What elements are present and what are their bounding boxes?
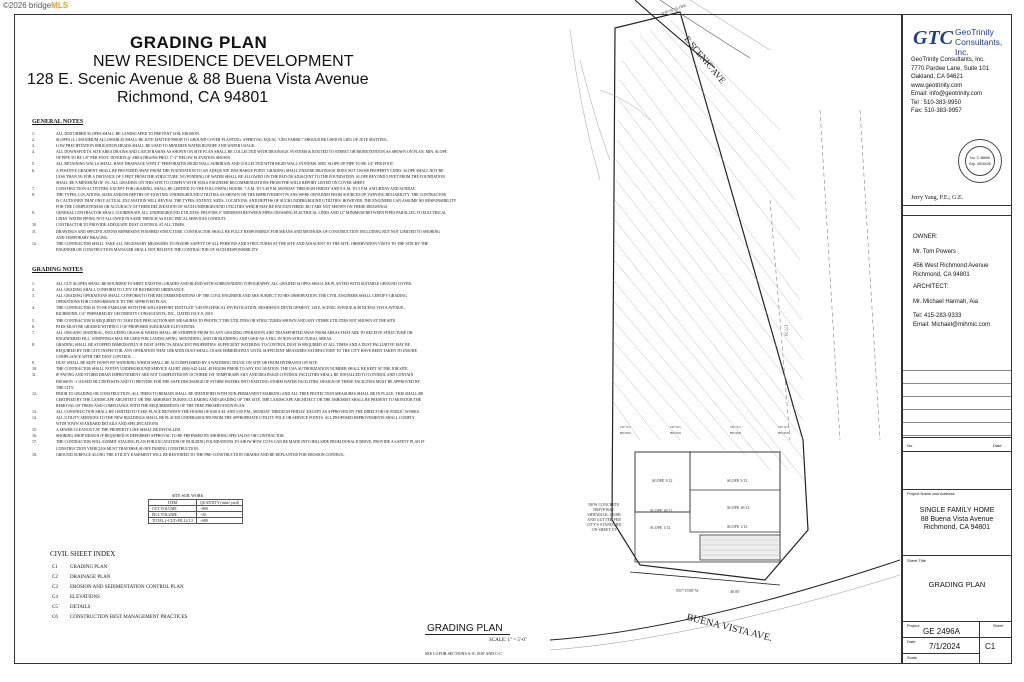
note-text: ENGINEERED FILL. STRIPPINGS MAY BE USED FOR LANDSCAPING, MOUNDING, AND OR BLENDING AND USED AS A FILL IN NON-STRUCTURAL AREAS. bbox=[56, 336, 333, 341]
svg-text:TW 74.5: TW 74.5 bbox=[730, 425, 741, 429]
note-text: SLOPES (2:1 MAXIMUM ALLOWABLE) SHALL BE JUTE MATTED PRIOR TO GROUND COVER PLANTING. APPROVAL EQUAL "GEO FABRIC" SHOULD BE USED IN LIEU OF JUTE MATTING. bbox=[56, 138, 388, 143]
firm-logo: GTC bbox=[913, 27, 953, 49]
owner-address-2: Richmond, CA 94801 bbox=[913, 271, 970, 278]
note-text: CONTRACTOR TO PROVIDE ADEQUATE DUST CONTROL AT ALL TIMES. bbox=[56, 223, 186, 228]
note-text: ALL DISTURBED SLOPES SHALL BE LANDSCAPED TO PREVENT SOIL EROSION. bbox=[56, 132, 200, 136]
sheet-index-name: GRADING PLAN bbox=[70, 565, 108, 570]
soil-table-header-cell: QUANTITY (cubic yard) bbox=[197, 500, 243, 506]
note-number: 2. bbox=[32, 138, 35, 143]
stamp-number: No. C 48655 bbox=[970, 156, 990, 160]
date-label: Date bbox=[907, 639, 916, 644]
note-text: ALL DOWNSPOUTS, SITE AREA DRAINS AND CATCH BASINS AS SHOWN ON SITE PLAN SHALL BE COLLECTED WITH DRAINAGE SYSTEMS & ROUTED TO STREET OR BIORETENTION AS SHOWN ON PLAN. MIN. SLOPE bbox=[56, 150, 447, 155]
concrete-driveway-note: NEW CONCRETE DRIVEWAY, SIDEWALK, CURB AND GUTTER PER CITY'S STANDARD ON SHEET C5 bbox=[586, 502, 622, 532]
sheet-index-name: CONSTRUCTION BEST MANAGEMENT PRACTICES bbox=[70, 615, 188, 620]
firm-line: Email: info@geotrinity.com bbox=[911, 91, 983, 97]
note-number: 7. bbox=[32, 330, 35, 335]
project-address: 128 E. Scenic Avenue & 88 Buena Vista Avenue bbox=[27, 71, 369, 88]
firm-line: www.geotrinity.com bbox=[911, 82, 963, 89]
firm-line: Oakland, CA 94621 bbox=[911, 74, 964, 80]
note-text: COMPLIANCE WITH THE DUST CONTROL. bbox=[56, 355, 133, 360]
plan-section-reference: SEE C4 FOR SECTIONS A-A', B-B' AND C-C' bbox=[425, 651, 503, 656]
note-text: WITH TOWN STANDARD DETAILS AND SPECIFICATIONS. bbox=[56, 422, 159, 427]
note-text: THE CONTRACTOR WILL SUBMIT STAGING PLAN FOR EXCAVATION OF BUILDING FOUNDATIONS TO SHOW HOW CUTS CAN BE MADE INTO HILLSIDE FROM DONALD DRIVE. PROVIDE A SAFETY PLAN IF bbox=[56, 440, 425, 445]
stamp-expiration: Exp. 06/30/26 bbox=[969, 162, 991, 166]
sheet-title-label: Sheet Title bbox=[907, 558, 926, 563]
firm-contact bbox=[911, 56, 989, 116]
project-number-label: Project bbox=[907, 623, 920, 628]
note-text: PRIOR TO GRADING OR CONSTRUCTION, ALL TREES TO REMAIN SHALL BE IDENTIFIED WITH NON-PERMANENT MARKING AND ALL TREE PROTECTION MEASURES SHALL BE IN PLACE. THIS SHALL BE bbox=[56, 391, 424, 396]
note-text: ALL RETAINING WALLS SHALL HAVE DRAINAGE WITH 4" PERFORATED RIGID WALL SUBDRAIN AND COLLECTED WITH RIGID WALL SYSTEMS. MIN. SLOPE OF PIPE TO BE 1/4" PER FOOT. bbox=[56, 162, 394, 167]
mls-watermark bbox=[3, 1, 68, 10]
soil-table-cell: CUT VOLUME bbox=[149, 506, 197, 512]
note-number: 5. bbox=[32, 318, 35, 323]
project-address-1: 88 Buena Vista Avenue bbox=[920, 515, 994, 523]
note-number: 16. bbox=[32, 434, 37, 439]
note-text: ALL ORGANIC MATERIAL, INCLUDING GRASS & WEEDS SHALL BE STRIPPED FROM TO ANY GRADING OPERATION AND TRANSPORTED AWAY FROM AREAS THAT ARE TO RECEIVE STRUCTURE OR bbox=[56, 330, 413, 335]
sheet-index-code: C5 bbox=[52, 605, 58, 610]
note-number: 11. bbox=[32, 373, 37, 378]
note-text: CONSTRUCTION VEHICLES MUST TRAVERSE SLOPE DURING CONSTRUCTION. bbox=[56, 446, 199, 451]
note-text: DRAWINGS AND SPECIFICATIONS REPRESENT FINISHED STRUCTURE. CONTRACTOR SHALL BE FULLY RESPONSIBLE FOR MEANS AND METHODS OF CONSTRUCTION INCLUDING BUT NOT LIMITED TO SHORING bbox=[56, 229, 441, 234]
note-number: 10. bbox=[32, 367, 37, 372]
sheet-index-code: C2 bbox=[52, 575, 58, 580]
plan-title: GRADING PLAN bbox=[427, 623, 503, 634]
note-text: PADS MUST BE GRADED WITHIN 0.1 OF PROPOSED SUBGRADE ELEVATIONS. bbox=[56, 324, 196, 329]
note-number: 11. bbox=[32, 229, 37, 234]
note-text: A SEWER CLEANOUT AT THE PROPERTY LINE SHALL BE INSTALLED. bbox=[56, 428, 182, 433]
note-text: LESS THAN 5% FOR A DISTANCE OF 5 FEET FROM THE STRUCTURE. NO PONDING OF WATER SHALL BE ALLOWED ON THE PAD OR ADJACENT TO THE FOUNDATION. SLOPE BEYOND 5 FEET FROM THE FOUNDATION bbox=[56, 174, 445, 179]
note-text: ALL GRADING SHALL CONFORM TO CITY OF RICHMOND ORDINANCE. bbox=[56, 288, 185, 293]
architect-phone: Tel: 415-283-9333 bbox=[913, 313, 962, 319]
engineer-signature: Jerry Yang, P.E.; G.E. bbox=[911, 195, 964, 201]
owner-address-1: 456 West Richmond Avenue bbox=[913, 263, 989, 269]
note-number: 12. bbox=[32, 391, 37, 396]
note-text: THE CONTRACTOR SHALL TAKE ALL NECESSARY MEASURES TO INSURE SAFETY OF ALL PERSONS AND STRUCTURES AT THE SITE AND ADJACENT TO THE SITE. OBSERVATION VISITS TO THE SITE BY THE bbox=[56, 241, 429, 246]
top-of-slope-label: TOP OF SLOPE bbox=[659, 2, 687, 17]
svg-text:TW 74.5: TW 74.5 bbox=[778, 425, 789, 429]
note-text: ENGINEER OR CONSTRUCTION MANAGER SHALL NOT RELIEVE THE CONTRACTOR OF SUCH RESPONSIBILITY. bbox=[56, 247, 259, 252]
soil-table-title: SITE SOIL WORK bbox=[172, 493, 204, 498]
svg-text:BW 69.8: BW 69.8 bbox=[620, 431, 631, 435]
revision-no-label: No. bbox=[907, 443, 914, 448]
sheet-index-code: C1 bbox=[52, 565, 58, 570]
note-text: ALL UTILITY SERVICES TO THE NEW BUILDINGS SHALL BE PLACED UNDERGROUND FROM THE APPROPRIATE UTILITY POLE OR SERVICE POINTS. ALL PROPOSED IMPROVEMENTS SHALL COMPLY bbox=[56, 416, 415, 421]
note-text: DUST SHALL BE KEPT DOWN BY WATERING WHICH SHALL BE ACCOMPLISHED BY A WATERING TRUCK ON SITE OR FROM HYDRANTS ON SITE. bbox=[56, 361, 319, 366]
grading-notes-heading: GRADING NOTES bbox=[32, 267, 83, 273]
note-text: THE CONTRACTOR IS REQUIRED TO TAKE DUE PRECAUTIONARY MEASURES TO PROTECT THE UTILITIES OR STRUCTURES SHOWN AND ANY OTHER UTILITIES NOT SHOWN AT THE SITE. bbox=[56, 318, 397, 323]
note-text: RICHMOND, CA" PREPARED BY GEOTRINITY CONSULTANTS, INC., DATED JULY 8, 2019. bbox=[56, 312, 214, 317]
note-number: 5. bbox=[32, 162, 35, 167]
note-number: 17. bbox=[32, 440, 37, 445]
soil-table-cell: TOTAL (~CUT+FILL)/1.2 bbox=[149, 518, 197, 524]
logo-name-line-2: Consultants, Inc. bbox=[955, 37, 1003, 57]
svg-text:BW 69.8: BW 69.8 bbox=[778, 431, 789, 435]
owner-name: Mr. Tom Powers bbox=[913, 248, 956, 255]
note-text: A POSITIVE GRADIENT SHALL BE PROVIDED AWAY FROM THE FOUNDATION TO AN ADEQUATE DISCHARGE POINT. GRADING SHALL ENSURE DRAINAGE DOES NOT CROSS PROPERTY LINES. SLOPE SHALL NOT BE bbox=[56, 168, 444, 173]
architect-label: ARCHITECT: bbox=[913, 284, 949, 290]
note-text: THE CONTRACTOR SHALL NOTIFY UNDERGROUND SERVICE ALERT, (800) 642-2444, 48 HOURS PRIOR TO ANY EXCAVATION. THE USA AUTHORIZATION NUMBER SHALL BE KEPT AT THE JOB SITE. bbox=[56, 367, 409, 372]
note-text: THE TYPES, LOCATIONS, SIZES AND/OR DEPTHS OF EXISTING UNDERGROUND UTILITIES AS SHOWN ON THE IMPROVEMENT PLANS WERE OBTAINED FROM SOURCES OF VARYING RELIABILITY. THE CONTRACTOR bbox=[56, 192, 446, 197]
sheet-number: C1 bbox=[985, 642, 996, 651]
note-text: REMOVAL OF TREES AND COMPLIANCE WITH THE REQUIREMENTS OF THE TREE PRESERVATION PLAN. bbox=[56, 403, 246, 408]
note-number: 10. bbox=[32, 223, 37, 228]
note-text: ALL CONSTRUCTION SHALL BE LIMITED TO TAKE PLACE BETWEEN THE HOURS OF 8:00 A.M. AND 5:00 P.M., MONDAY THROUGH FRIDAY, EXCEPT AS APPROVED BY THE DIRECTOR OF PUBLIC WORKS. bbox=[56, 409, 420, 414]
note-number: 18. bbox=[32, 452, 37, 457]
sheet-title: GRADING PLAN bbox=[928, 580, 986, 589]
sheet-index-code: C3 bbox=[52, 585, 58, 590]
general-notes-heading: GENERAL NOTES bbox=[32, 119, 84, 125]
sheet-index-code: C6 bbox=[52, 615, 58, 620]
svg-text:TW 74.5: TW 74.5 bbox=[620, 425, 631, 429]
note-text: ALL CUT SLOPES SHALL BE ROUNDED TO MEET EXISTING GRADES AND BLEND WITH SURROUNDING TOPOGRAPHY. ALL GRADED SLOPES SHALL BE PLANTED WITH SUITABLE GROUND COVER. bbox=[56, 282, 412, 286]
note-number: 13. bbox=[32, 409, 37, 414]
project-address-2: Richmond, CA 94801 bbox=[923, 524, 991, 531]
owner-block bbox=[913, 233, 990, 329]
firm-line: Tel : 510-383-9950 bbox=[911, 99, 962, 106]
distance-label: 40.00' bbox=[730, 589, 740, 594]
sheet-index-code: C4 bbox=[52, 595, 58, 600]
note-number: 6. bbox=[32, 168, 35, 173]
sheet-index-name: DETAILS bbox=[70, 605, 91, 610]
sheet-index-name: DRAINAGE PLAN bbox=[70, 575, 111, 580]
svg-text:BW 69.8: BW 69.8 bbox=[730, 431, 741, 435]
note-number: 3. bbox=[32, 294, 35, 299]
note-number: 1. bbox=[32, 282, 35, 286]
note-number: 1. bbox=[32, 132, 35, 136]
note-text: THE CITY. bbox=[56, 385, 75, 390]
note-number: 4. bbox=[32, 150, 35, 155]
note-text: SHORING SHOP DESIGN IF REQUIRED IS DEFERRED APPROVAL TO BE PREPARED BY SHORING SPECIALIST OR CONTRACTOR. bbox=[56, 434, 285, 439]
project-name-label: Project Name and Address bbox=[907, 491, 955, 496]
firm-line: Fax: 510-383-9957 bbox=[911, 108, 962, 114]
note-number: 4. bbox=[32, 306, 35, 311]
logo-name-line-1: GeoTrinity bbox=[955, 27, 994, 37]
street-label-buena-vista: BUENA VISTA AVE. bbox=[685, 612, 774, 644]
sheet-border bbox=[14, 14, 902, 664]
note-text: SHALL BE A MINIMUM OF 1%. ALL GRADING ON THIS SITE TO COMPLY WITH SOILS ENGINEER RECOMMENDATIONS FROM THE SOILS REPORT LISTED ON COVER SHEET. bbox=[56, 180, 366, 185]
note-text: GRADING SHALL BE STOPPED IMMEDIATELY IF DUST AFFECTS ADJACENT PROPERTIES. SUFFICIENT WATERING TO CONTROL DUST IS REQUIRED AT ALL TIMES AND A DUST PALLIATIVE MAY BE bbox=[56, 342, 411, 347]
note-text: CONSTRUCTION ACTIVITIES, EXCEPT FOR GRADING, SHALL BE LIMITED TO THE FOLLOWING HOURS: 7 A.M. TO 5:30 P.M. MONDAY THROUGH FRIDAY AND 9 A.M. TO 5 P.M. SATURDAY AND SUNDAY. bbox=[56, 186, 416, 191]
note-number: 8. bbox=[32, 342, 35, 347]
note-number: 3. bbox=[32, 144, 35, 149]
firm-line: 7770 Pardee Lane, Suite 101 bbox=[911, 65, 990, 72]
slope-label-2: SLOPE 5/12 bbox=[727, 478, 748, 483]
soil-table-cell: ~680 bbox=[197, 518, 243, 524]
note-text: LINES. WATER PIPING NOT ALLOWED IN SAME TRENCH AS ELECTRICAL SERVICES CONDUIT. bbox=[56, 217, 227, 222]
sheet-heading: GRADING PLAN bbox=[130, 33, 268, 52]
sheet-subheading: NEW RESIDENCE DEVELOPMENT bbox=[93, 53, 354, 70]
note-text: OF PIPE TO BE 1/8" PER FOOT. INVERTS @ AREA DRAINS PROJ. 1"-2" BELOW ELEVATION SHOWN. bbox=[56, 156, 232, 161]
note-number: 15. bbox=[32, 428, 37, 433]
street-label-scenic: E SCENIC AVE bbox=[682, 34, 728, 86]
note-number: 9. bbox=[32, 361, 35, 366]
note-text: LOW PRECIPITATION IRRIGATION HEADS SHALL BE USED TO MINIMIZE WATER RUNOFF AND WATER USAGE. bbox=[56, 144, 256, 149]
note-number: 12. bbox=[32, 241, 37, 246]
note-text: EROSION - CAUSED SILT DEPOSITS AND TO PROVIDE FOR THE SAFE DISCHARGE OF STORM WATERS INTO EXISTING STORM WATER FACILITIES. DESIGN OF THESE FACILITIES MUST BE APPROVED BY bbox=[56, 379, 421, 384]
sheet-index-name: ELEVATIONS bbox=[70, 595, 100, 600]
note-text: IF PAVING AND STORM DRAIN IMPROVEMENT ARE NOT COMPLETED BY OCTOBER 1ST TEMPORARY SILT AND DRAINAGE CONTROL FACILITIES SHALL BE INSTALLED TO CONTROL AND CONTAIN bbox=[56, 373, 414, 378]
slope-label-6: SLOPE 1/12 bbox=[727, 524, 748, 529]
engineer-stamp bbox=[958, 139, 1002, 183]
project-name: SINGLE FAMILY HOME bbox=[919, 507, 995, 514]
note-text: OPERATIONS FOR CONFORMANCE TO THE APPROVED PLAN. bbox=[56, 300, 168, 305]
svg-text:BW 69.8: BW 69.8 bbox=[670, 431, 681, 435]
note-number: 9. bbox=[32, 211, 35, 216]
sheet-number-label: Sheet bbox=[993, 623, 1004, 628]
note-number: 8. bbox=[32, 192, 35, 197]
project-number: GE 2496A bbox=[923, 627, 960, 636]
plan-scale: SCALE: 1" = 5'-0" bbox=[489, 638, 527, 643]
note-text: REQUIRED BY THE CITY INSPECTOR. ANY OPERATION THAT CREATED DUST SHALL CEASE IMMEDIATELY UNTIL SUFFICIENT MEASURES SATISFACTORY TO THE CITY HAVE BEEN TAKEN TO INSURE bbox=[56, 349, 417, 354]
title-block bbox=[902, 14, 1012, 664]
note-number: 7. bbox=[32, 186, 35, 191]
note-text: THE CONTRACTOR IS TO BE FAMILIAR WITH THE SOILS REPORT ENTITLED "GEOTECHNICAL INVESTIGATION, RESIDENCE DEVELOPMENT, 128 E. SCENIC AVENUE & 88 BUENA VISTA AVENUE, bbox=[56, 306, 405, 311]
project-info bbox=[903, 507, 1011, 533]
note-number: 2. bbox=[32, 288, 35, 293]
civil-sheet-index-heading: CIVIL SHEET INDEX bbox=[50, 550, 116, 558]
soil-table-header-cell: ITEM bbox=[149, 500, 197, 506]
soil-table-cell: ~20 bbox=[197, 512, 243, 518]
note-text: FOR THE COMPLETENESS OR ACCURACY OF THEIR DELINEATION OF SUCH UNDERGROUND UTILITIES WHICH MAY BE ENCOUNTERED, BUT ARE NOT SHOWN ON THESE DRAWINGS. bbox=[56, 205, 389, 210]
note-number: 6. bbox=[32, 324, 35, 329]
note-text: ALL GRADING OPERATIONS SHALL CONFORM TO THE RECOMMENDATIONS OF THE CIVIL ENGINEER AND ARE SUBJECT TO HIS OBSERVATION. THE CIVIL ENGINEER SHALL CERTIFY GRADING bbox=[56, 294, 407, 299]
soil-table-cell: FILL VOLUME bbox=[149, 512, 197, 518]
bearing-label: N57°15'00"W bbox=[676, 588, 699, 593]
scale-label: Scale bbox=[907, 655, 918, 660]
note-number: 14. bbox=[32, 416, 37, 421]
soil-table-cell: ~800 bbox=[197, 506, 243, 512]
watermark-brand: MLS bbox=[51, 1, 69, 10]
note-text: AND TEMPORARY BRACING. bbox=[56, 235, 109, 240]
note-text: CERTIFIED BY THE LANDSCAPE ARCHITECT OR THE ARBORIST DURING CLEARING AND GRADING OF THE SITE. THE LANDSCAPE ARCHITECT OR THE ARBORIST SHALL BE PRESENT TO MONITOR THE bbox=[56, 397, 422, 402]
slope-label-3: SLOPE 10/12 bbox=[650, 508, 673, 513]
watermark-text: ©2026 bridge bbox=[3, 1, 52, 10]
revision-date-label: Date bbox=[993, 443, 1002, 448]
slope-label-4: SLOPE 10/12 bbox=[727, 505, 750, 510]
side-dimension-label: 177.70' bbox=[783, 324, 789, 337]
note-text: GENERAL CONTRACTOR SHALL COORDINATE ALL UNDERGROUND UTILITIES. PROVIDE 6" MINIMUM BETWEEN PIPES CROSSING ELECTRICAL LINES AND 12" MINIMUM BETWEEN PIPES PARALLEL TO ELECTRICAL bbox=[56, 211, 447, 216]
firm-logo-name bbox=[955, 27, 1011, 57]
firm-line: GeoTrinity Consultants, Inc. bbox=[911, 57, 985, 63]
owner-label: OWNER: bbox=[913, 234, 938, 240]
architect-email: Email: Michael@mihmic.com bbox=[913, 321, 991, 328]
note-text: IS CAUTIONED THAT ONLY ACTUAL EXCAVATION WILL REVEAL THE TYPES, EXTENT, SIZES, LOCATIONS, AND DEPTHS OF SUCH UNDERGROUND UTILITIES. HOWEVER, THE ENGINEER CAN ASSUME NO RESPONSIBILITY bbox=[56, 199, 457, 204]
architect-name: Mr. Michael Hannah, Aia bbox=[913, 298, 979, 305]
slope-label-5: SLOPE 1/12 bbox=[650, 525, 671, 530]
note-text: GROUND SURFACE ALONG THE UTILITY EASEMENT WILL BE RESTORED TO THE PRE-CONSTRUCTION GRADES AND BE REPLANTED FOR EROSION CONTROL. bbox=[56, 452, 345, 457]
sheet-date: 7/1/2024 bbox=[929, 642, 961, 651]
project-city: Richmond, CA 94801 bbox=[117, 89, 269, 106]
slope-label-1: SLOPE 5/12 bbox=[652, 478, 673, 483]
svg-text:TW 74.5: TW 74.5 bbox=[670, 425, 681, 429]
sheet-index-name: EROSION AND SEDIMENTATION CONTROL PLAN bbox=[70, 585, 184, 590]
